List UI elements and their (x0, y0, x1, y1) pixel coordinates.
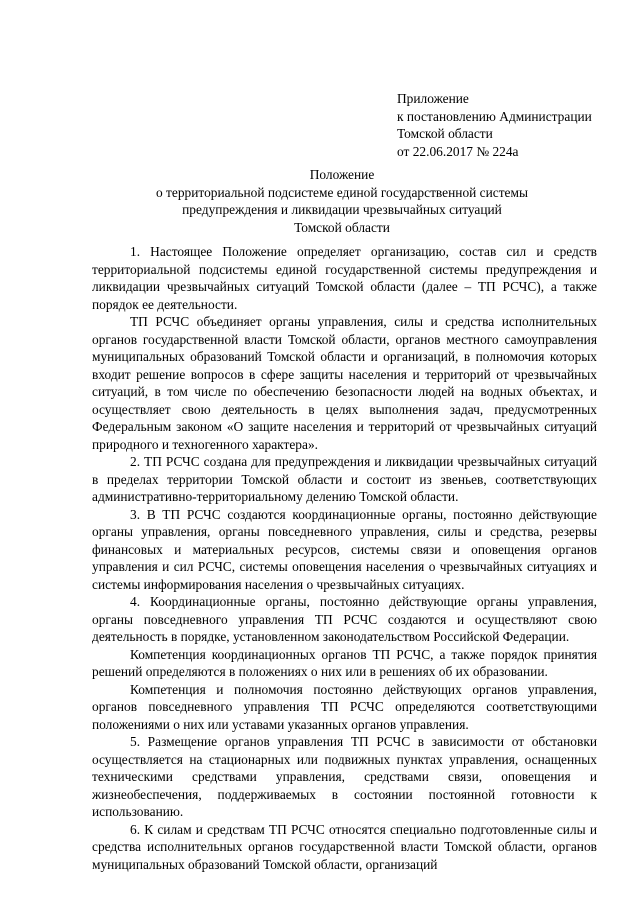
paragraph: 4. Координационные органы, постоянно действующие органы управления, органы повседневного управления ТП РСЧС создаются и осуществляют свою деятельность в порядке, установленном законодательством Российской Федерации. (92, 594, 597, 644)
title-line: Положение (309, 167, 375, 182)
paragraph: 5. Размещение органов управления ТП РСЧС в зависимости от обстановки осуществляется на стационарных или подвижных пунктах управления, оснащенных техническими средствами управления, средствами связи, оповещения и жизнеобеспечения, поддерживаемых в состоянии постоянной готовности к использованию. (92, 734, 597, 819)
title-line: Томской области (294, 219, 390, 235)
paragraph: 3. В ТП РСЧС создаются координационные органы, постоянно действующие органы управления, органы повседневного управления, силы и средства, резервы финансовых и материальных ресурсов, системы связи и оповещения органов управления и сил РСЧС, системы оповещения населения о чрезвычайных ситуациях и системы информирования населения о чрезвычайных ситуациях. (92, 506, 597, 592)
annex-line: к постановлению Администрации (397, 108, 592, 124)
annex-line: Приложение (397, 91, 469, 106)
paragraph: ТП РСЧС объединяет органы управления, силы и средства исполнительных органов государственной власти Томской области, органов местного самоуправления муниципальных образований Томской области и организаций, в полномочия которых входит решение вопросов в сфере защиты населения и территорий от чрезвычайных ситуаций, в том числе по обеспечению безопасности людей на водных объектах, и осуществляет свою деятельность в целях выполнения задач, предусмотренных Федеральным законом «О защите населения и территорий от чрезвычайных ситуаций природного и техногенного характера». (92, 314, 597, 452)
document-title (92, 166, 592, 236)
annex-line: от 22.06.2017 № 224а (397, 143, 519, 159)
paragraph: Компетенция и полномочия постоянно действующих органов управления, органов повседневного управления ТП РСЧС определяются соответствующими положениями о них или уставами указанных органов управления. (92, 681, 597, 732)
paragraph: 6. К силам и средствам ТП РСЧС относятся специально подготовленные силы и средства исполнительных органов государственной власти Томской области, органов муниципальных образований Томской области, организаций (92, 821, 597, 872)
annex-line: Томской области (397, 126, 493, 141)
paragraph: 1. Настоящее Положение определяет организацию, состав сил и средств территориальной подсистемы единой государственной системы предупреждения и ликвидации чрезвычайных ситуаций Томской области (далее – ТП РСЧС), а также порядок ее деятельности. (92, 244, 597, 312)
title-line: о территориальной подсистеме единой государственной системы (156, 184, 528, 200)
paragraph: Компетенция координационных органов ТП РСЧС, а также порядок принятия решений определяются в положениях о них или в решениях об их образовании. (92, 646, 597, 679)
title-line: предупреждения и ликвидации чрезвычайных ситуаций (182, 202, 502, 217)
document-body (92, 243, 597, 873)
annex-block (397, 90, 627, 160)
paragraph: 2. ТП РСЧС создана для предупреждения и ликвидации чрезвычайных ситуаций в пределах территории Томской области и состоит из звеньев, соответствующих административно-территориальному делению Томской области. (92, 454, 597, 504)
